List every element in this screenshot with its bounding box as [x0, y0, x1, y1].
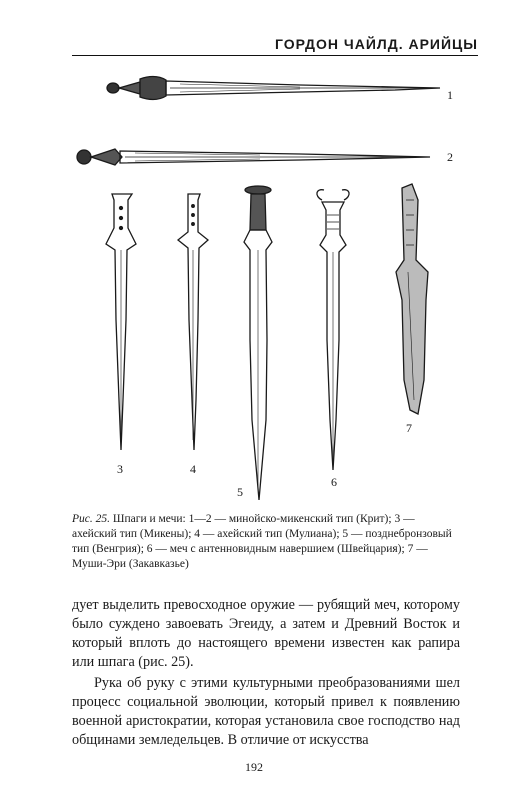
paragraph-2: Рука об руку с этими культурными преобразованиями шел процесс социальной эволюции, который привел к появлению военной аристократии, которая установила свое господство над общинами земледельцев. В отличие от искусства [72, 675, 460, 748]
figure-label-3: 3 [117, 462, 123, 476]
figure-caption [72, 512, 462, 572]
caption-text: Шпаги и мечи: 1—2 — минойско-микенский тип (Крит); 3 — ахейский тип (Микены); 4 — ахейский тип (Мулиана); 5 — позднебронзовый тип (Венгрия); 6 — меч с антенновидным навершием (Швейцария); 7 — Муши-Эри (Закавказье) [72, 513, 452, 570]
sword-illustration [0, 60, 508, 505]
header-rule [72, 55, 478, 56]
body-text [72, 596, 460, 750]
page-number: 192 [245, 760, 263, 774]
sword-2 [77, 149, 430, 165]
sword-1 [107, 77, 440, 100]
sword-6 [317, 190, 349, 470]
running-title: ГОРДОН ЧАЙЛД. АРИЙЦЫ [274, 36, 478, 52]
figure-label-1: 1 [447, 88, 453, 102]
swords-drawing [0, 60, 508, 505]
caption-label: Рис. 25. [72, 513, 111, 525]
figure-label-4: 4 [190, 462, 196, 476]
sword-7 [396, 184, 428, 414]
sword-4 [178, 194, 208, 450]
paragraph-1: дует выделить превосходное оружие — рубящий меч, которому было суждено завоевать Эгеиду, а затем и Древний Восток и который вплоть до настоящего времени известен как рапира или шпага (рис. 25). [72, 597, 460, 670]
sword-5 [244, 186, 272, 500]
sword-3 [106, 194, 136, 450]
figure-label-7: 7 [406, 421, 412, 435]
figure-label-6: 6 [331, 475, 337, 489]
figure-label-5: 5 [237, 485, 243, 499]
figure-label-2: 2 [447, 150, 453, 164]
